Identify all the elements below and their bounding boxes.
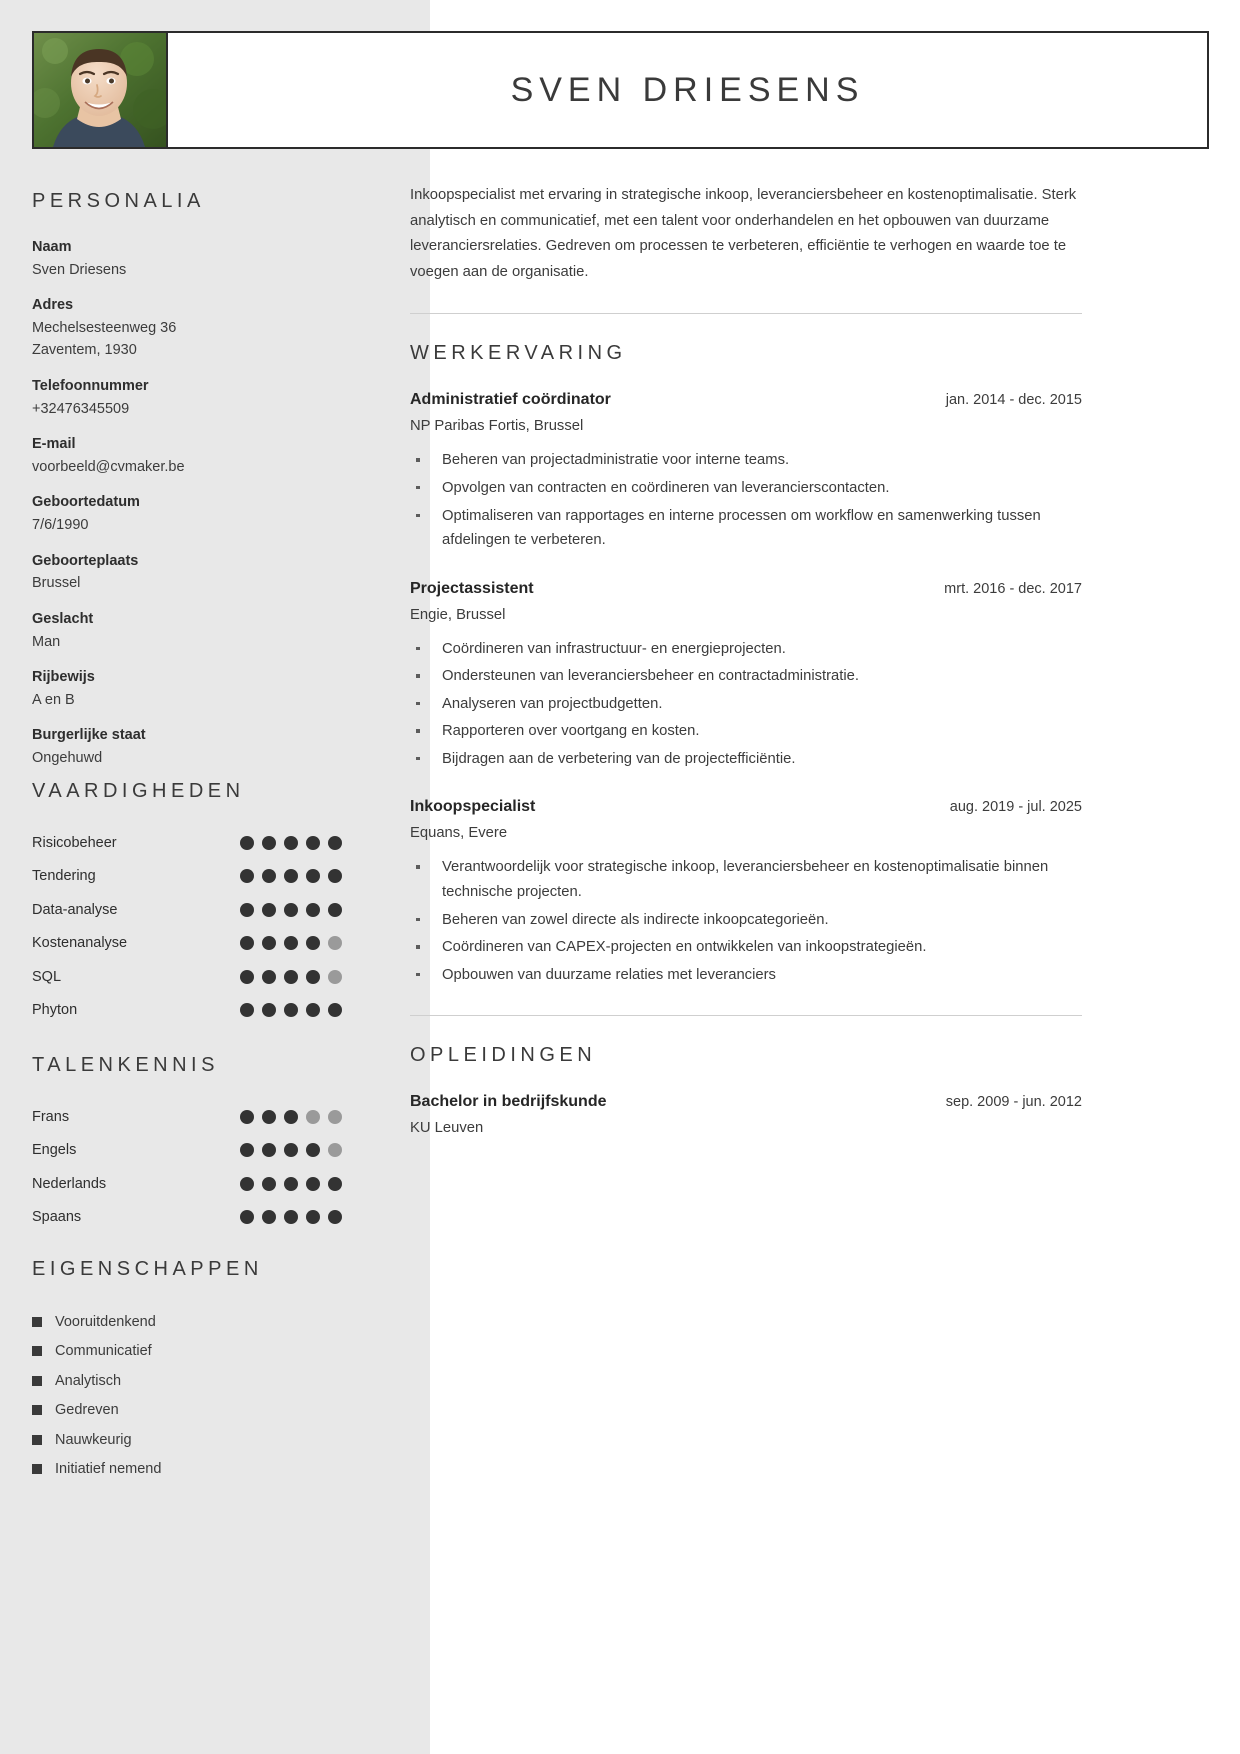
rating-dot-filled: [240, 903, 254, 917]
personalia-field: [32, 492, 392, 536]
personalia-heading: PERSONALIA: [32, 190, 205, 212]
bullet-item: Coördineren van CAPEX-projecten en ontwikkelen van inkoopstrategieën.: [410, 935, 1082, 960]
cv-entry: [410, 580, 1085, 772]
rating-dot-filled: [262, 1177, 276, 1191]
rating-row: [32, 960, 342, 994]
trait-label: Analytisch: [55, 1372, 122, 1389]
personalia-field: [32, 725, 392, 769]
rating-dot-filled: [328, 1003, 342, 1017]
rating-row: [32, 1100, 342, 1134]
square-bullet-icon: [32, 1317, 42, 1327]
main-column: [410, 183, 1085, 1163]
rating-dot-filled: [306, 869, 320, 883]
rating-dot-filled: [284, 836, 298, 850]
entry-header: [410, 580, 1082, 598]
rating-row: [32, 860, 342, 894]
trait-label: Nauwkeurig: [55, 1431, 132, 1448]
divider: [410, 1015, 1082, 1016]
education-list: [410, 1093, 1085, 1136]
languages-section: [32, 1054, 342, 1234]
rating-dot-empty: [328, 1143, 342, 1157]
bullet-item: Rapporteren over voortgang en kosten.: [410, 719, 1082, 744]
field-value: voorbeeld@cvmaker.be: [32, 458, 185, 475]
personalia-fields: [32, 237, 392, 769]
languages-list: [32, 1100, 342, 1234]
rating-dot-empty: [306, 1110, 320, 1124]
entry-title: Projectassistent: [410, 579, 534, 597]
rating-dots: [240, 869, 342, 883]
field-label: Naam: [32, 239, 72, 255]
bullet-item: Optimaliseren van rapportages en interne processen om workflow en samenwerking tussen afdelingen te verbeteren.: [410, 504, 1082, 553]
cv-header: [32, 31, 1209, 149]
rating-dot-filled: [240, 936, 254, 950]
rating-dot-filled: [328, 836, 342, 850]
rating-dot-filled: [262, 869, 276, 883]
rating-dot-filled: [262, 836, 276, 850]
rating-dots: [240, 1177, 342, 1191]
field-label: Rijbewijs: [32, 669, 95, 685]
profile-summary: Inkoopspecialist met ervaring in strategische inkoop, leveranciersbeheer en kostenoptimalisatie. Sterk analytisch en communicatief, met een talent voor onderhandelen en het opbouwen van duurzame leveranciersrelaties. Gedreven om processen te verbeteren, efficiëntie te verhogen en waarde toe te voegen aan de organisatie.: [410, 187, 1077, 280]
entry-date: mrt. 2016 - dec. 2017: [944, 580, 1082, 597]
skills-heading: VAARDIGHEDEN: [32, 780, 245, 802]
rating-dot-filled: [262, 1143, 276, 1157]
rating-dot-filled: [284, 1003, 298, 1017]
rating-row: [32, 1201, 342, 1235]
rating-row: [32, 826, 342, 860]
personalia-field: [32, 237, 392, 281]
full-name: SVEN DRIESENS: [510, 70, 865, 109]
rating-row: [32, 1134, 342, 1168]
trait-label: Vooruitdenkend: [55, 1313, 156, 1330]
rating-dot-filled: [306, 1003, 320, 1017]
rating-dot-empty: [328, 936, 342, 950]
field-label: Geboortedatum: [32, 494, 140, 511]
rating-dot-filled: [306, 1210, 320, 1224]
entry-date: aug. 2019 - jul. 2025: [949, 799, 1082, 816]
languages-heading: TALENKENNIS: [32, 1054, 219, 1076]
entry-header: [410, 798, 1082, 816]
bullet-item: Verantwoordelijk voor strategische inkoop, leveranciersbeheer en kostenoptimalisatie binnen technische projecten.: [410, 855, 1082, 904]
entry-date: jan. 2014 - dec. 2015: [945, 392, 1082, 409]
entry-title: Administratief coördinator: [410, 391, 611, 409]
rating-dot-filled: [306, 936, 320, 950]
square-bullet-icon: [32, 1346, 42, 1356]
rating-label: Engels: [32, 1142, 77, 1159]
field-value: Ongehuwd: [32, 749, 103, 766]
field-value: Brussel: [32, 575, 81, 592]
experience-heading: WERKERVARING: [410, 342, 627, 365]
trait-item: [32, 1366, 362, 1396]
field-label: Burgerlijke staat: [32, 727, 146, 744]
traits-heading: EIGENSCHAPPEN: [32, 1258, 263, 1280]
experience-list: [410, 391, 1085, 987]
traits-list: [32, 1307, 362, 1484]
rating-label: SQL: [32, 968, 62, 985]
rating-dot-empty: [328, 970, 342, 984]
rating-label: Phyton: [32, 1002, 78, 1019]
skills-section: [32, 780, 342, 1027]
rating-label: Spaans: [32, 1209, 82, 1226]
rating-dot-filled: [240, 869, 254, 883]
field-label: Adres: [32, 297, 74, 314]
rating-dot-filled: [284, 869, 298, 883]
field-value: A en B: [32, 691, 75, 708]
rating-dot-filled: [240, 1143, 254, 1157]
trait-item: [32, 1396, 362, 1426]
personalia-field: [32, 295, 392, 362]
entry-organisation: KU Leuven: [410, 1120, 484, 1137]
trait-item: [32, 1337, 362, 1367]
rating-dot-filled: [284, 903, 298, 917]
rating-dot-filled: [284, 1110, 298, 1124]
profile-photo-illustration: [34, 33, 166, 147]
field-value: 7/6/1990: [32, 517, 89, 534]
entry-organisation: NP Paribas Fortis, Brussel: [410, 418, 584, 435]
personalia-field: [32, 667, 392, 711]
traits-section: [32, 1258, 362, 1484]
rating-dot-filled: [284, 936, 298, 950]
trait-item: [32, 1425, 362, 1455]
header-name-container: [168, 33, 1207, 147]
rating-dot-filled: [240, 836, 254, 850]
personalia-field: [32, 609, 392, 653]
cv-entry: [410, 391, 1085, 552]
rating-label: Tendering: [32, 868, 96, 885]
rating-dot-filled: [240, 1210, 254, 1224]
personalia-section: [32, 190, 392, 783]
cv-entry: [410, 798, 1085, 987]
rating-dot-filled: [262, 1210, 276, 1224]
rating-dot-filled: [284, 1143, 298, 1157]
rating-dot-filled: [328, 869, 342, 883]
rating-dots: [240, 1110, 342, 1124]
bullet-item: Beheren van projectadministratie voor interne teams.: [410, 448, 1082, 473]
field-value: Sven Driesens: [32, 261, 127, 278]
rating-dot-filled: [240, 1177, 254, 1191]
trait-label: Communicatief: [55, 1343, 152, 1360]
personalia-field: [32, 434, 392, 478]
rating-dot-filled: [328, 903, 342, 917]
rating-label: Risicobeheer: [32, 834, 117, 851]
rating-label: Data-analyse: [32, 901, 118, 918]
entry-bullets: [410, 855, 1082, 987]
personalia-field: [32, 376, 392, 420]
education-heading: OPLEIDINGEN: [410, 1044, 597, 1067]
trait-label: Initiatief nemend: [55, 1461, 162, 1478]
rating-dot-empty: [328, 1110, 342, 1124]
rating-dot-filled: [284, 1210, 298, 1224]
personalia-field: [32, 551, 392, 595]
field-label: E-mail: [32, 436, 76, 453]
square-bullet-icon: [32, 1405, 42, 1415]
rating-dots: [240, 1003, 342, 1017]
field-label: Telefoonnummer: [32, 377, 149, 394]
rating-row: [32, 927, 342, 961]
rating-dot-filled: [240, 970, 254, 984]
bullet-item: Analyseren van projectbudgetten.: [410, 692, 1082, 717]
entry-title: Bachelor in bedrijfskunde: [410, 1093, 607, 1111]
rating-label: Kostenanalyse: [32, 935, 128, 952]
rating-dot-filled: [306, 970, 320, 984]
skills-list: [32, 826, 342, 1027]
entry-header: [410, 1093, 1082, 1111]
bullet-item: Coördineren van infrastructuur- en energieprojecten.: [410, 637, 1082, 662]
profile-photo: [34, 33, 168, 147]
trait-item: [32, 1307, 362, 1337]
rating-dot-filled: [240, 1003, 254, 1017]
rating-dot-filled: [306, 836, 320, 850]
field-label: Geboorteplaats: [32, 552, 139, 569]
rating-dot-filled: [284, 970, 298, 984]
bullet-item: Beheren van zowel directe als indirecte inkoopcategorieën.: [410, 908, 1082, 933]
entry-title: Inkoopspecialist: [410, 798, 536, 816]
rating-dot-filled: [328, 1177, 342, 1191]
cv-entry: [410, 1093, 1085, 1136]
rating-dots: [240, 903, 342, 917]
rating-dot-filled: [306, 1143, 320, 1157]
rating-dot-filled: [262, 936, 276, 950]
rating-dots: [240, 936, 342, 950]
entry-organisation: Engie, Brussel: [410, 606, 506, 623]
trait-item: [32, 1455, 362, 1485]
rating-row: [32, 1167, 342, 1201]
rating-label: Nederlands: [32, 1175, 107, 1192]
entry-bullets: [410, 448, 1082, 552]
square-bullet-icon: [32, 1376, 42, 1386]
rating-dot-filled: [262, 970, 276, 984]
bullet-item: Ondersteunen van leveranciersbeheer en contractadministratie.: [410, 664, 1082, 689]
rating-dots: [240, 836, 342, 850]
divider: [410, 313, 1082, 314]
bullet-item: Opbouwen van duurzame relaties met leveranciers: [410, 963, 1082, 988]
field-value-line2: Zaventem, 1930: [32, 342, 137, 359]
field-label: Geslacht: [32, 610, 94, 627]
rating-row: [32, 893, 342, 927]
rating-dot-filled: [306, 1177, 320, 1191]
rating-dot-filled: [262, 903, 276, 917]
rating-dot-filled: [262, 1003, 276, 1017]
entry-bullets: [410, 637, 1082, 772]
rating-dot-filled: [262, 1110, 276, 1124]
field-value: +32476345509: [32, 400, 130, 417]
entry-header: [410, 391, 1082, 409]
rating-dot-filled: [240, 1110, 254, 1124]
rating-dots: [240, 970, 342, 984]
rating-dot-filled: [284, 1177, 298, 1191]
field-value: Mechelsesteenweg 36: [32, 319, 177, 336]
square-bullet-icon: [32, 1435, 42, 1445]
rating-dots: [240, 1143, 342, 1157]
rating-dot-filled: [306, 903, 320, 917]
bullet-item: Bijdragen aan de verbetering van de projectefficiëntie.: [410, 747, 1082, 772]
rating-dots: [240, 1210, 342, 1224]
entry-date: sep. 2009 - jun. 2012: [945, 1094, 1082, 1111]
rating-row: [32, 994, 342, 1028]
rating-label: Frans: [32, 1108, 70, 1125]
trait-label: Gedreven: [55, 1402, 119, 1419]
rating-dot-filled: [328, 1210, 342, 1224]
bullet-item: Opvolgen van contracten en coördineren van leverancierscontacten.: [410, 476, 1082, 501]
entry-organisation: Equans, Evere: [410, 825, 508, 842]
square-bullet-icon: [32, 1464, 42, 1474]
field-value: Man: [32, 633, 61, 650]
